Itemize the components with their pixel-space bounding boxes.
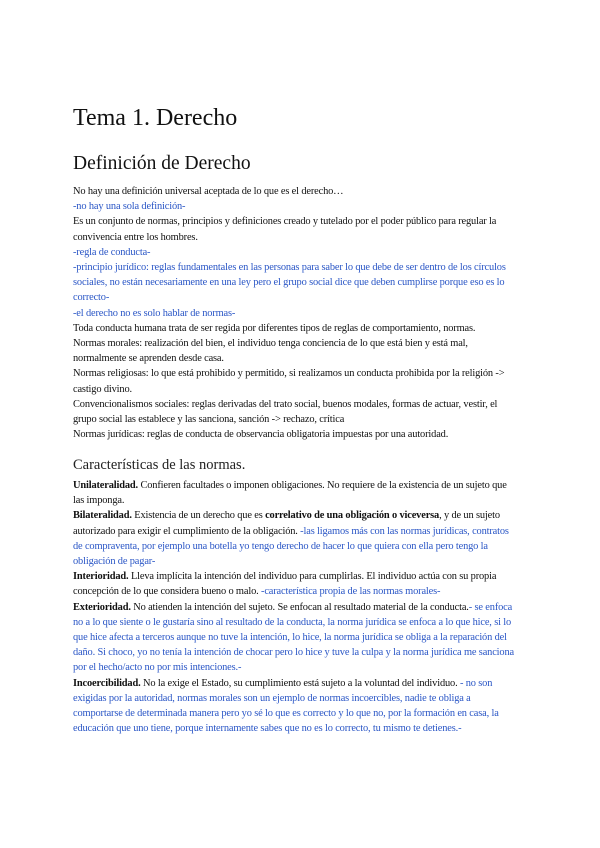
paragraph: Normas religiosas: lo que está prohibido y permitido, si realizamos un conducta prohibida por la religión -> castigo divino.: [73, 368, 505, 395]
characteristic-item-incoercibilidad: [73, 676, 519, 737]
term-label: Bilateralidad.: [73, 510, 132, 522]
annotation-note: -el derecho no es solo hablar de normas-: [73, 307, 236, 319]
paragraph: Normas morales: realización del bien, el individuo tenga conciencia de lo que está bien y está mal, normalmente se aprenden desde casa.: [73, 338, 468, 365]
characteristic-item-interioridad: [73, 569, 519, 599]
section-definicion-body: [73, 184, 519, 442]
section-heading-caracteristicas: Características de las normas.: [73, 457, 246, 473]
term-label: Interioridad.: [73, 571, 129, 583]
characteristic-item-unilateralidad: [73, 478, 519, 508]
annotation-note: - no son exigidas por la autoridad, normas morales son un ejemplo de normas incoercibles, nadie te obliga a comportarse de determinada manera pero yo sé lo que es correcto y lo que no, por la formación en casa, la educación que uno tiene, porque internamente sabes que no es lo correcto, tu mismo te detienes.-: [73, 677, 499, 735]
term-definition: Existencia de un derecho que es: [131, 510, 266, 522]
paragraph: Toda conducta humana trata de ser regida por diferentes tipos de reglas de comportamiento, normas.: [73, 322, 476, 334]
paragraph: Es un conjunto de normas, principios y definiciones creado y tutelado por el poder público para regular la convivencia entre los hombres.: [73, 216, 497, 243]
paragraph: Convencionalismos sociales: reglas derivadas del trato social, buenos modales, formas de actuar, vestir, el grupo social las establece y las sanciona, sanción -> rechazo, crítica: [73, 398, 498, 426]
term-definition: Confieren facultades o imponen obligaciones. No requiere de la existencia de un sujeto que las imponga.: [73, 480, 507, 507]
term-definition: No la exige el Estado, su cumplimiento está sujeto a la voluntad del individuo.: [140, 677, 458, 689]
annotation-note: - se enfoca no a lo que siente o le gustaría sino al resultado de la conducta, la norma jurídica se enfoca a lo que hice, si lo que hice afecta a terceros aunque no tuve la intención, lo hice, la norma jurídica se obliga a la reparación del daño. Si choco, yo no tenía la intención de chocar pero lo hice y tuve la culpa y la norma jurídica me sanciona por el hecho/acto no por mis intenciones.-: [73, 601, 514, 674]
term-definition-cont: , y de un sujeto autorizado para exigir el cumplimiento de la obligación.: [73, 510, 500, 537]
paragraph: Normas jurídicas: reglas de conducta de observancia obligatoria impuestas por una autoridad.: [73, 429, 449, 441]
term-label: Exterioridad.: [73, 601, 131, 613]
document-title: Tema 1. Derecho: [73, 105, 238, 131]
annotation-note: -regla de conducta-: [73, 246, 151, 258]
term-definition: No atienden la intención del sujeto. Se enfocan al resultado material de la conducta.: [130, 601, 469, 613]
term-emphasis: correlativo de una obligación o viceversa: [265, 510, 440, 522]
term-label: Incoercibilidad.: [73, 677, 141, 689]
paragraph: No hay una definición universal aceptada de lo que es el derecho…: [73, 186, 344, 197]
annotation-note: -las ligamos más con las normas jurídicas, contratos de compraventa, por ejemplo una botella yo tengo derecho de hacer lo que quiera con ella pero tengo la obligación de pagar-: [73, 525, 509, 568]
section-caracteristicas-body: [73, 478, 519, 736]
term-definition: Lleva implícita la intención del individuo para cumplirlas. El individuo actúa con su propia concepción de lo que considera bueno o malo.: [73, 571, 497, 598]
term-label: Unilateralidad.: [73, 480, 139, 491]
annotation-note: -no hay una sola definición-: [73, 201, 186, 213]
annotation-note: -principio jurídico: reglas fundamentales en las personas para saber lo que debe de ser dentro de los círculos sociales, no están necesariamente en una ley pero el grupo social dice que deben cumplirse porque eso es lo correcto-: [73, 262, 506, 304]
annotation-note: -característica propia de las normas morales-: [258, 586, 441, 598]
characteristic-item-bilateralidad: [73, 508, 519, 569]
characteristic-item-exterioridad: [73, 600, 519, 676]
section-heading-definicion: Definición de Derecho: [73, 153, 251, 174]
